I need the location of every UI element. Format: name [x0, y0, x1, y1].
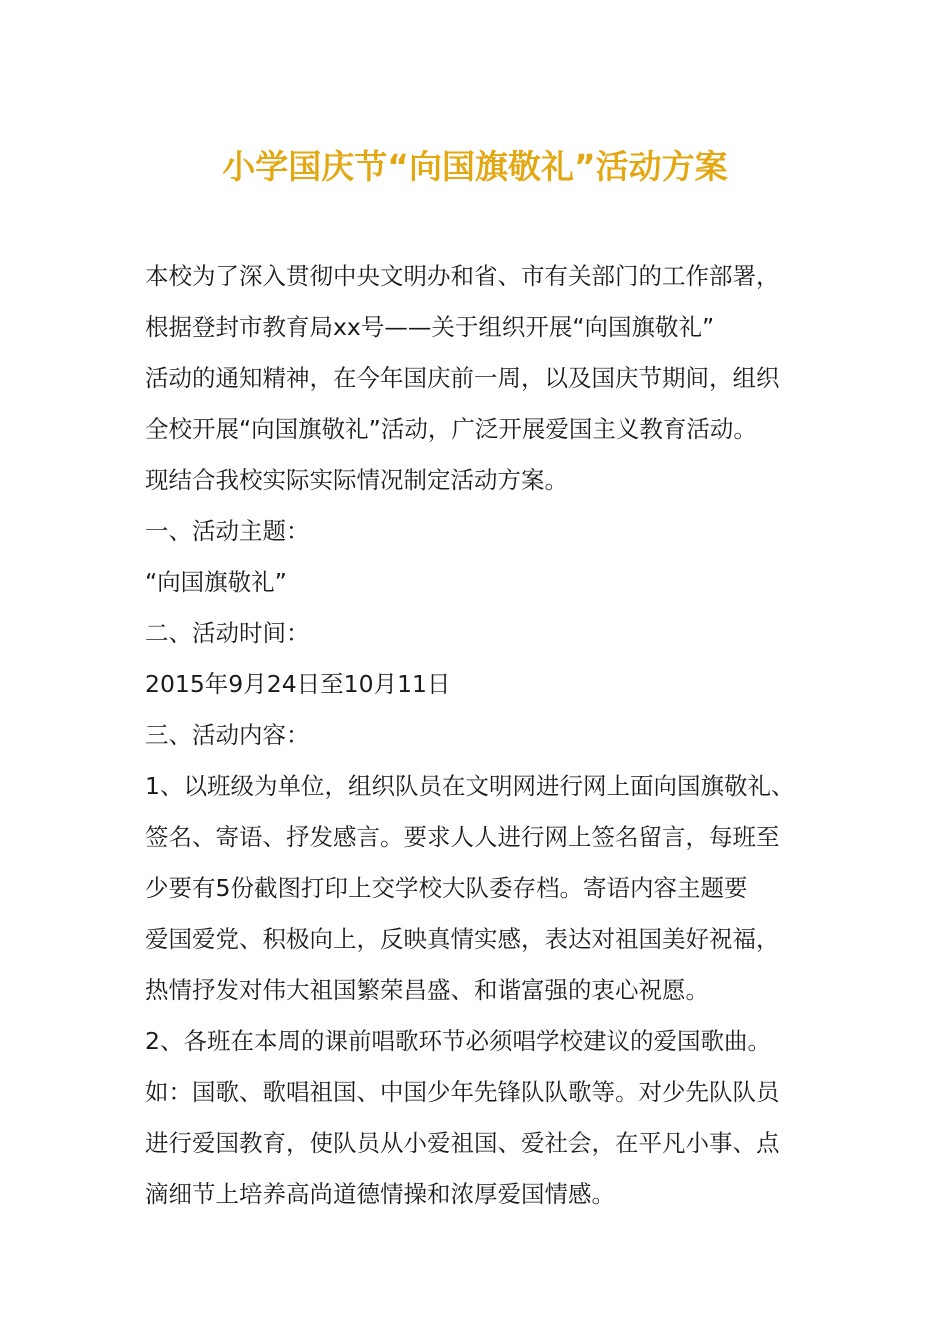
text-line: 进行爱国教育，使队员从小爱祖国、爱社会，在平凡小事、点: [145, 1129, 780, 1157]
text-line: 滴细节上培养高尚道德情操和浓厚爱国情感。: [145, 1180, 615, 1208]
document-body: [145, 251, 835, 1220]
text-line: 热情抒发对伟大祖国繁荣昌盛、和谐富强的衷心祝愿。: [145, 976, 709, 1004]
content-item-1: [145, 761, 835, 1016]
text-line: 2、各班在本周的课前唱歌环节必须唱学校建议的爱国歌曲。: [145, 1027, 771, 1055]
text-line: 三、活动内容：: [145, 721, 310, 749]
text-line: 本校为了深入贯彻中央文明办和省、市有关部门的工作部署，: [145, 262, 780, 290]
section-heading-time: [145, 608, 835, 659]
section-heading-theme: [145, 506, 835, 557]
text-line: 签名、寄语、抒发感言。要求人人进行网上签名留言，每班至: [145, 823, 780, 851]
text-line: 少要有5份截图打印上交学校大队委存档。寄语内容主题要: [145, 874, 748, 902]
time-paragraph: [145, 659, 835, 710]
text-line: 活动的通知精神，在今年国庆前一周，以及国庆节期间，组织: [145, 364, 780, 392]
content-item-2: [145, 1016, 835, 1220]
text-line: 2015年9月24日至10月11日: [145, 670, 451, 698]
document-title: 小学国庆节“向国旗敬礼”活动方案: [222, 147, 728, 186]
theme-paragraph: [145, 557, 835, 608]
text-line: 一、活动主题：: [145, 517, 310, 545]
text-line: 全校开展“向国旗敬礼”活动，广泛开展爱国主义教育活动。: [145, 415, 757, 443]
text-line: 如：国歌、歌唱祖国、中国少年先锋队队歌等。对少先队队员: [145, 1078, 780, 1106]
text-line: 1、以班级为单位，组织队员在文明网进行网上面向国旗敬礼、: [145, 772, 795, 800]
text-line: 爱国爱党、积极向上，反映真情实感，表达对祖国美好祝福，: [145, 925, 780, 953]
text-line: 二、活动时间：: [145, 619, 310, 647]
text-line: 现结合我校实际实际情况制定活动方案。: [145, 466, 568, 494]
intro-paragraph: [145, 251, 835, 506]
section-heading-content: [145, 710, 835, 761]
text-line: 根据登封市教育局xx号——关于组织开展“向国旗敬礼”: [145, 313, 715, 341]
text-line: “向国旗敬礼”: [145, 568, 287, 596]
